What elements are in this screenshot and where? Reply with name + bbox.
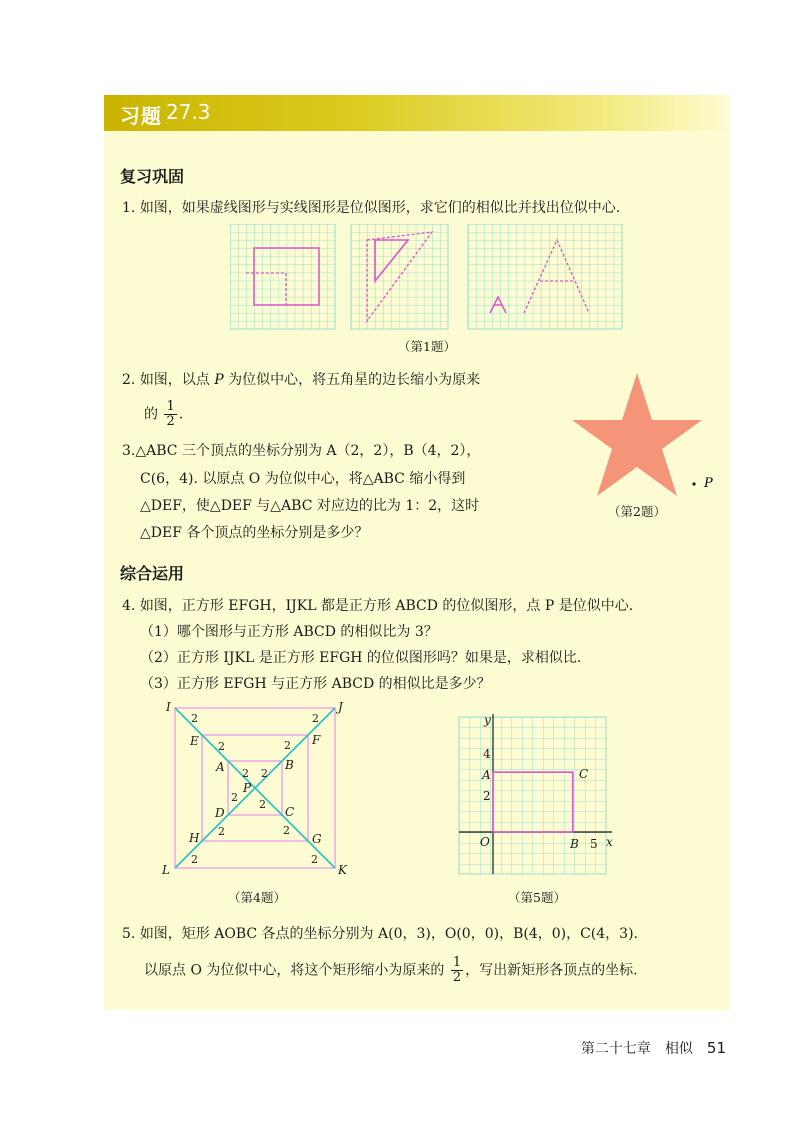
page-footer [0,1038,726,1058]
label-d: D [215,806,225,820]
y-tick-4: 4 [483,747,491,761]
q5-caption: （第5题） [508,890,566,905]
label-j: J [338,700,343,714]
q4-figure [158,698,358,880]
q5-frac-num: 1 [452,955,462,970]
q5-grid [459,717,606,874]
page-number: 51 [706,1039,726,1057]
seg-label-1: 2 [191,712,198,725]
question-4-line1 [122,596,633,616]
point-p-dot [692,482,695,485]
question-1 [122,198,620,218]
question-4-sub1: （1）哪个图形与正方形 ABCD 的相似比为 3？ [140,624,438,640]
y-axis-label: y [484,713,491,727]
q4-line1: 如图，正方形 EFGH，IJKL 都是正方形 ABCD 的位似图形，点 P 是位似中心. [139,598,634,614]
q5-line1: 如图，矩形 AOBC 各点的坐标分别为 A(0，3)，O(0，0)，B(4，0)，C(4，3). [139,926,639,942]
label-l: L [162,863,170,877]
q2-figure [568,370,718,500]
question-5-line1 [122,924,638,944]
exercise-header [104,95,730,131]
seg-label-9: 2 [283,824,290,837]
q5-line2b: ，写出新矩形各顶点的坐标. [465,962,638,979]
q5-figure [456,712,616,878]
q5-line2a: 以原点 O 为位似中心，将这个矩形缩小为原来的 [144,962,445,979]
label-g: G [312,832,322,846]
label-f: F [312,733,321,747]
seg-label-10: 2 [218,825,225,838]
question-5-line2 [144,956,638,985]
question-3-line4: △DEF 各个顶点的坐标分别是多少？ [140,525,369,541]
seg-label-7: 2 [231,791,238,804]
label-k: K [338,863,347,877]
label-e: E [190,734,199,748]
label-a: A [216,760,225,774]
q1-figures [230,224,625,330]
q5-number: 5. [122,926,136,942]
seg-label-11: 2 [191,853,198,866]
q1-number: 1. [122,200,136,216]
seg-label-3: 2 [218,740,225,753]
question-2-line2 [144,400,183,429]
q4-caption: （第4题） [228,890,286,905]
x-axis-label: x [606,835,613,849]
q2-text-a: 如图，以点 [139,372,210,388]
label-c: C [579,767,589,781]
question-3-line3: △DEF，使△DEF 与△ABC 对应边的比为 1：2，这时 [140,498,480,514]
q1-figure-2 [351,224,448,329]
header-title: 习题 [120,104,162,128]
q3-number: 3. [122,443,136,459]
label-h: H [189,831,200,845]
seg-label-2: 2 [312,712,319,725]
section-apply-title: 综合运用 [120,564,185,583]
q2-text-d: . [178,406,184,423]
q2-caption: （第2题） [608,504,666,519]
q1-figure-1 [230,224,335,329]
q2-frac-den: 2 [166,414,175,429]
q5-fraction [451,956,463,985]
q1-text: 如图，如果虚线图形与实线图形是位似图形，求它们的相似比并找出位似中心. [139,200,621,216]
seg-label-12: 2 [311,853,318,866]
q2-var-p: P [214,372,224,388]
header-number: 27.3 [166,100,211,124]
q2-number: 2. [122,372,136,388]
q2-text-c: 的 [144,406,158,423]
q2-text-b: 为位似中心，将五角星的边长缩小为原来 [228,372,481,388]
section-review-title: 复习巩固 [120,167,185,186]
q3-line1: △ABC 三个顶点的坐标分别为 A（2，2），B（4，2）， [135,443,481,459]
label-b: B [285,758,294,772]
question-4-sub2: （2）正方形 IJKL 是正方形 EFGH 的位似图形吗？如果是，求相似比. [140,650,582,666]
origin-label: O [480,835,490,849]
label-i: I [166,700,171,714]
q5-frac-den: 2 [452,970,462,985]
seg-label-8: 2 [259,798,266,811]
q1-caption: （第1题） [398,339,456,354]
point-p-label: P [704,476,713,491]
label-b: B [570,837,579,851]
q2-fraction [164,400,176,429]
label-c: C [285,805,295,819]
question-4-sub3: （3）正方形 EFGH 与正方形 ABCD 的相似比是多少？ [140,676,491,692]
chapter-label: 第二十七章 相似 [580,1041,693,1057]
five-point-star [572,373,702,496]
x-tick-5: 5 [590,837,598,851]
question-2-line1 [122,370,480,390]
seg-label-6: 2 [261,767,268,780]
q1-figure-3 [468,224,622,329]
label-a: A [482,768,491,782]
question-3-line2: C(6，4). 以原点 O 为位似中心，将△ABC 缩小得到 [140,471,466,487]
seg-label-4: 2 [284,739,291,752]
seg-label-5: 2 [242,767,249,780]
question-3-line1 [122,441,480,461]
label-p: P [243,781,252,795]
y-tick-2: 2 [483,789,491,803]
q2-frac-num: 1 [166,399,175,414]
q4-number: 4. [122,598,136,614]
